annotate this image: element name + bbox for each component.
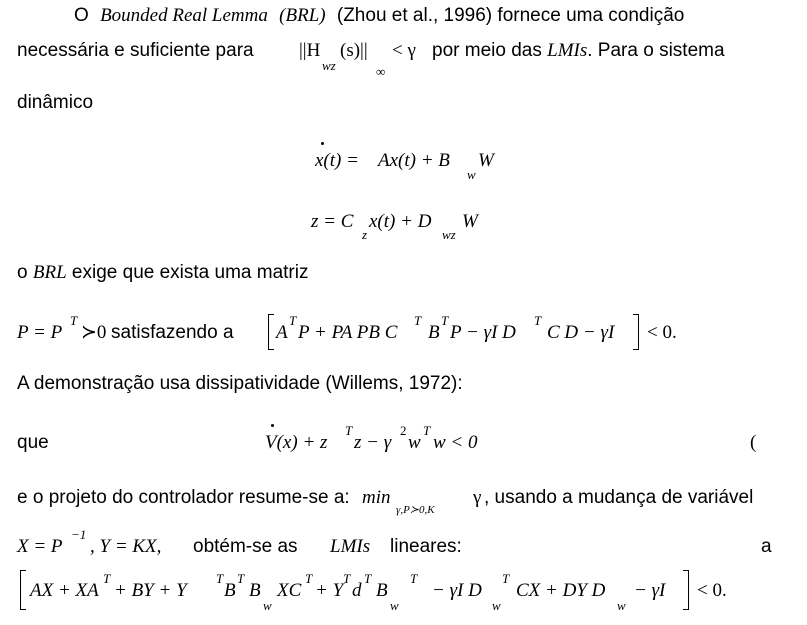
text-o: O: [74, 5, 89, 26]
brl-abbr: (BRL): [279, 5, 326, 26]
lmi-p7: d: [352, 580, 362, 601]
para1-line1: [74, 5, 684, 27]
text-exige: exige que exista uma matriz: [71, 262, 309, 283]
text-projeto: e o projeto do controlador resume-se a:: [17, 487, 350, 508]
demo-line: A demonstração usa dissipatividade (Willems, 1972):: [17, 373, 463, 394]
norm-open: ||H: [299, 40, 321, 61]
matrix-A-sup: T: [289, 313, 297, 328]
matrix-C-sup: T: [414, 313, 422, 328]
x-sup: −1: [71, 527, 87, 542]
lmi-tail: < 0.: [697, 580, 727, 601]
eq1-lhs: x(t) =: [315, 150, 359, 171]
dissip-v: V(x) + z: [265, 432, 328, 453]
matrix-part2: P + PA PB C: [298, 322, 398, 343]
vdot-dot: [271, 424, 274, 427]
lmi-p4: B: [249, 580, 261, 601]
text-o-lower: o: [17, 262, 28, 283]
lmi-p3: B: [224, 580, 236, 601]
norm-inf: ∞: [376, 64, 386, 79]
lmi-p11: − γI: [634, 580, 666, 601]
min-gamma: γ: [473, 487, 482, 508]
lmi-p2: + BY + Y: [114, 580, 187, 601]
p-cond: ≻0: [81, 322, 107, 343]
dissip-mid: z − γ: [354, 432, 392, 453]
matrix-A: A: [276, 322, 288, 343]
eq1-sub: w: [467, 167, 476, 182]
p-sup: T: [70, 313, 78, 328]
lmi-p5: XC: [277, 580, 302, 601]
norm-sub: wz: [322, 58, 336, 73]
norm-arg: (s)||: [340, 40, 368, 61]
matrix-B: B: [428, 322, 440, 343]
text-para-sistema: . Para o sistema: [587, 40, 725, 61]
matrix-bracket-left: [268, 314, 274, 350]
eq2-sub-z: z: [362, 227, 368, 242]
para1-line2-post: [432, 40, 725, 62]
matrix-bracket-right: [633, 314, 639, 350]
lmi-b4: w: [263, 598, 272, 613]
brl-line: [17, 262, 308, 284]
lmis-term-2: LMIs: [330, 536, 371, 557]
matrix-B-sup: T: [441, 313, 449, 328]
lmi-p9: − γI D: [432, 580, 482, 601]
matrix-tail: < 0.: [647, 322, 677, 343]
eq1-end: W: [478, 150, 494, 171]
lmi-bracket-right: [683, 570, 689, 610]
lmi-s6: T: [343, 571, 351, 586]
eq2-mid: x(t) + D: [369, 211, 432, 232]
lmi-b10: w: [617, 598, 626, 613]
lmi-s1: T: [103, 571, 111, 586]
text-que: que: [17, 432, 49, 453]
eq1-rhs: Ax(t) + B: [378, 150, 450, 171]
dissip-sup3: T: [423, 423, 431, 438]
text-por-meio: por meio das: [432, 40, 542, 61]
text-a: a: [761, 536, 772, 557]
lmi-b8: w: [390, 598, 399, 613]
lmis-term: LMIs: [547, 40, 588, 61]
lmi-p1: AX + XA: [30, 580, 99, 601]
p-lhs: P = P: [17, 322, 63, 343]
para1-line2-pre: necessária e suficiente para: [17, 40, 254, 61]
lmi-p6: + Y: [315, 580, 344, 601]
lmi-p8: B: [376, 580, 388, 601]
min-op: min: [362, 487, 391, 508]
min-sub: γ,P≻0,K: [396, 504, 435, 516]
eq-number-paren: (: [750, 432, 757, 453]
text-obtem: obtém-se as: [193, 536, 298, 557]
x-def: X = P: [17, 536, 63, 557]
matrix-part5: C D − γI: [547, 322, 615, 343]
eq2-end: W: [462, 211, 478, 232]
norm-expression: [299, 40, 320, 62]
text-lineares: lineares:: [390, 536, 462, 557]
text-mudanca: , usando a mudança de variável: [484, 487, 754, 508]
matrix-D-sup: T: [534, 313, 542, 328]
dissip-w: w: [408, 432, 421, 453]
y-def: , Y = KX,: [90, 536, 162, 557]
eq2-sub-wz: wz: [442, 227, 456, 242]
lmi-s5: T: [305, 571, 313, 586]
lmi-b9: w: [492, 598, 501, 613]
eq2-lhs: z = C: [311, 211, 354, 232]
dissip-end: w < 0: [433, 432, 478, 453]
lmi-s3: T: [237, 571, 245, 586]
dissip-sup2: 2: [400, 423, 407, 438]
xdot-dot: [321, 142, 324, 145]
lmi-s7: T: [364, 571, 372, 586]
citation-zhou: (Zhou et al., 1996) fornece uma condição: [336, 5, 685, 26]
norm-lt-gamma: < γ: [392, 40, 416, 61]
matrix-part4: P − γI D: [450, 322, 516, 343]
brl-abbr-2: BRL: [32, 262, 67, 283]
lmi-s9: T: [502, 571, 510, 586]
para1-line3: dinâmico: [17, 92, 94, 113]
text-satisfazendo: satisfazendo a: [111, 322, 234, 343]
lmi-s8: T: [410, 571, 418, 586]
lmi-p10: CX + DY D: [516, 580, 606, 601]
brl-name: Bounded Real Lemma: [100, 5, 268, 26]
dissip-sup1: T: [345, 423, 353, 438]
lmi-bracket-left: [20, 570, 26, 610]
lmi-s2: T: [216, 571, 224, 586]
